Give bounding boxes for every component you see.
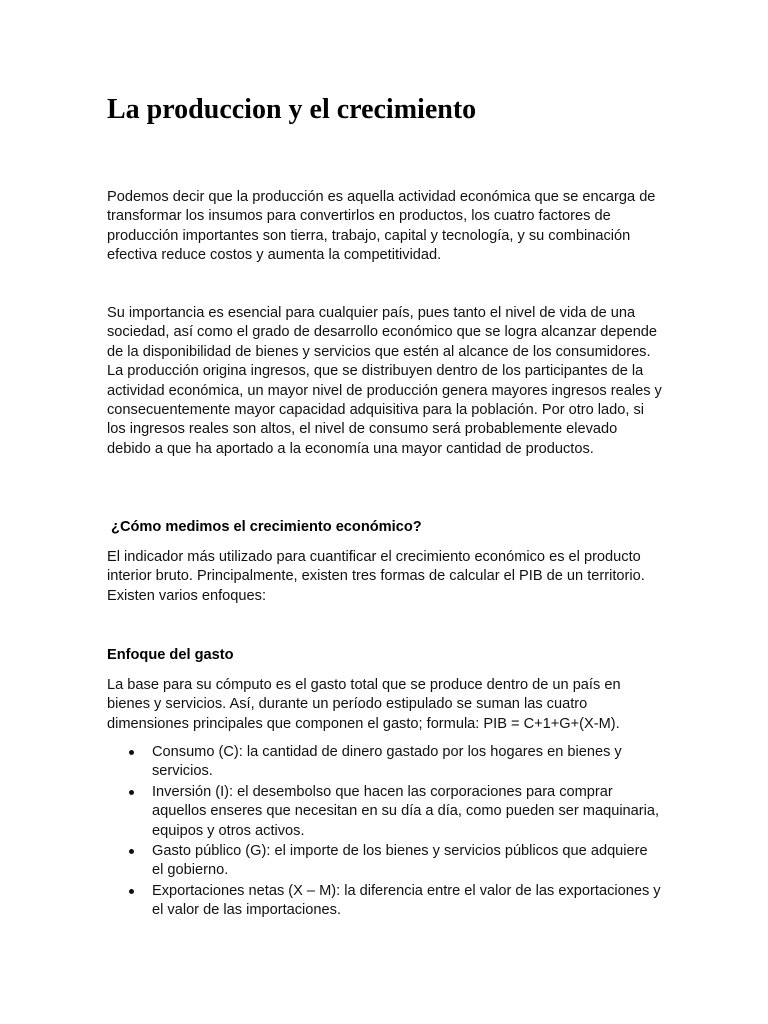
paragraph-production-definition: Podemos decir que la producción es aquella actividad económica que se encarga de transformar los insumos para convertirlos en productos, los cuatro factores de producción importantes son tierra, trabajo, capital y tecnología, y su combinación efectiva reduce costos y aumenta la competitividad. bbox=[107, 189, 656, 264]
list-item bbox=[107, 743, 662, 782]
heading-economic-growth: ¿Cómo medimos el crecimiento económico? bbox=[107, 519, 422, 535]
list-item-text: Consumo (C): la cantidad de dinero gastado por los hogares en bienes y servicios. bbox=[152, 744, 622, 780]
bullet-icon bbox=[129, 790, 134, 795]
bullet-icon bbox=[129, 849, 134, 854]
paragraph-growth-indicator: El indicador más utilizado para cuantificar el crecimiento económico es el producto interior bruto. Principalmente, existen tres formas de calcular el PIB de un territorio. Existen varios enfoques: bbox=[107, 549, 645, 604]
list-item bbox=[107, 882, 662, 921]
list-item-text: Gasto público (G): el importe de los bienes y servicios públicos que adquiere el gobierno. bbox=[152, 843, 648, 879]
document-title: La produccion y el crecimiento bbox=[107, 94, 477, 125]
list-item-text: Exportaciones netas (X – M): la diferencia entre el valor de las exportaciones y el valor de las importaciones. bbox=[152, 882, 661, 919]
bullet-icon bbox=[129, 750, 134, 755]
bullet-icon bbox=[129, 889, 134, 894]
list-item-text: Inversión (I): el desembolso que hacen las corporaciones para comprar aquellos enseres que necesitan en su día a día, como pueden ser maquinaria, equipos y otros activos. bbox=[152, 783, 660, 839]
paragraph-spending-approach: La base para su cómputo es el gasto total que se produce dentro de un país en bienes y servicios. Así, durante un período estipulado se suman las cuatro dimensiones principales que componen el gasto; formula: PIB = C+1+G+(X-M). bbox=[107, 677, 621, 732]
paragraph-production-importance: Su importancia es esencial para cualquier país, pues tanto el nivel de vida de una sociedad, así como el grado de desarrollo económico que se logra alcanzar depende de la disponibilidad de bienes y servicios que estén al alcance de los consumidores. La producción origina ingresos, que se distribuyen dentro de los participantes de la actividad económica, un mayor nivel de producción genera mayores ingresos reales y consecuentemente mayor capacidad adquisitiva para la población. Por otro lado, si los ingresos reales son altos, el nivel de consumo será probablemente elevado debido a que ha aportado a la economía una mayor cantidad de productos. bbox=[107, 305, 662, 457]
list-item bbox=[107, 842, 662, 881]
heading-spending-approach: Enfoque del gasto bbox=[107, 647, 234, 663]
spending-components-list bbox=[107, 743, 662, 922]
list-item bbox=[107, 783, 662, 841]
